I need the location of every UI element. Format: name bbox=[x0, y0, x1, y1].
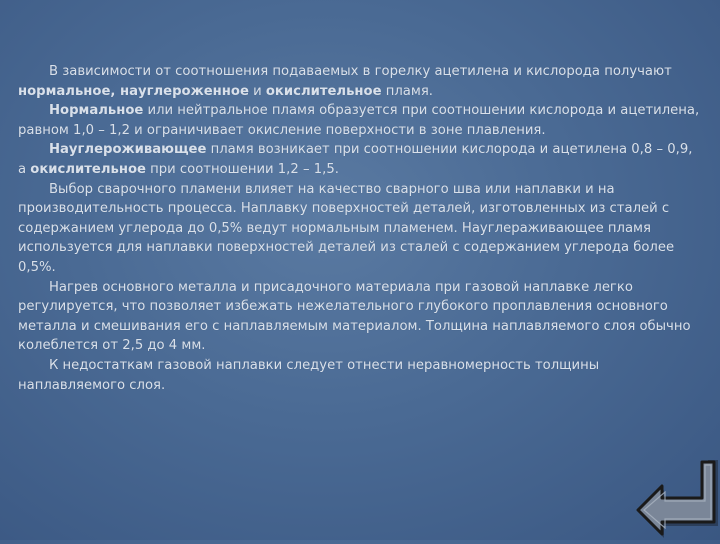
text-segment-bold: Науглероживающее bbox=[49, 142, 207, 158]
text-segment-bold: Нормальное bbox=[49, 103, 144, 119]
text-segment: или нейтральное пламя образуется при соотношении кислорода и ацетилена, равном 1,0 – 1,2 и ограничивает окисление поверхности в зоне плавления. bbox=[18, 103, 700, 138]
text-segment-bold: окислительное bbox=[30, 161, 146, 177]
paragraph-heating bbox=[18, 278, 700, 356]
text-segment: В зависимости от соотношения подаваемых в горелку ацетилена и кислорода получают bbox=[49, 64, 672, 79]
paragraph-flame-types bbox=[18, 62, 700, 101]
paragraph-normal-flame bbox=[18, 101, 700, 140]
text-segment-bold: окислительное bbox=[265, 83, 382, 99]
text-segment: Нагрев основного металла и присадочного материала при газовой наплавке легко регулируется, что позволяет избежать нежелательного глубокого проплавления основного металла и смешивания его с наплавляемым материалом. Толщина наплавляемого слоя обычно колеблется от 2,5 до 4 мм. bbox=[18, 279, 691, 354]
text-segment: пламя возникает при соотношении кислорода и ацетилена 0,8 – 0,9, а bbox=[18, 142, 693, 177]
text-segment: Выбор сварочного пламени влияет на качество сварного шва или наплавки и на производительность процесса. Наплавку поверхностей деталей, изготовленных из сталей с содержанием углерода до 0,5% ведут нормальным пламенем. Науглераживающее пламя используется для наплавки поверхностей деталей из сталей с содержанием углерода более 0,5%. bbox=[18, 181, 675, 275]
slide-body bbox=[18, 62, 700, 395]
text-segment: при соотношении 1,2 – 1,5. bbox=[145, 161, 339, 177]
text-segment: и bbox=[248, 83, 266, 99]
text-segment-bold: нормальное, науглероженное bbox=[18, 83, 249, 99]
paragraph-carburizing-flame bbox=[18, 140, 700, 179]
paragraph-flame-choice bbox=[18, 180, 700, 278]
back-button[interactable] bbox=[636, 458, 720, 540]
paragraph-drawbacks bbox=[18, 356, 700, 395]
text-segment: пламя. bbox=[381, 83, 433, 99]
return-arrow-icon bbox=[636, 458, 720, 540]
text-segment: К недостаткам газовой наплавки следует отнести неравномерность толщины наплавляемого слоя. bbox=[18, 357, 600, 393]
